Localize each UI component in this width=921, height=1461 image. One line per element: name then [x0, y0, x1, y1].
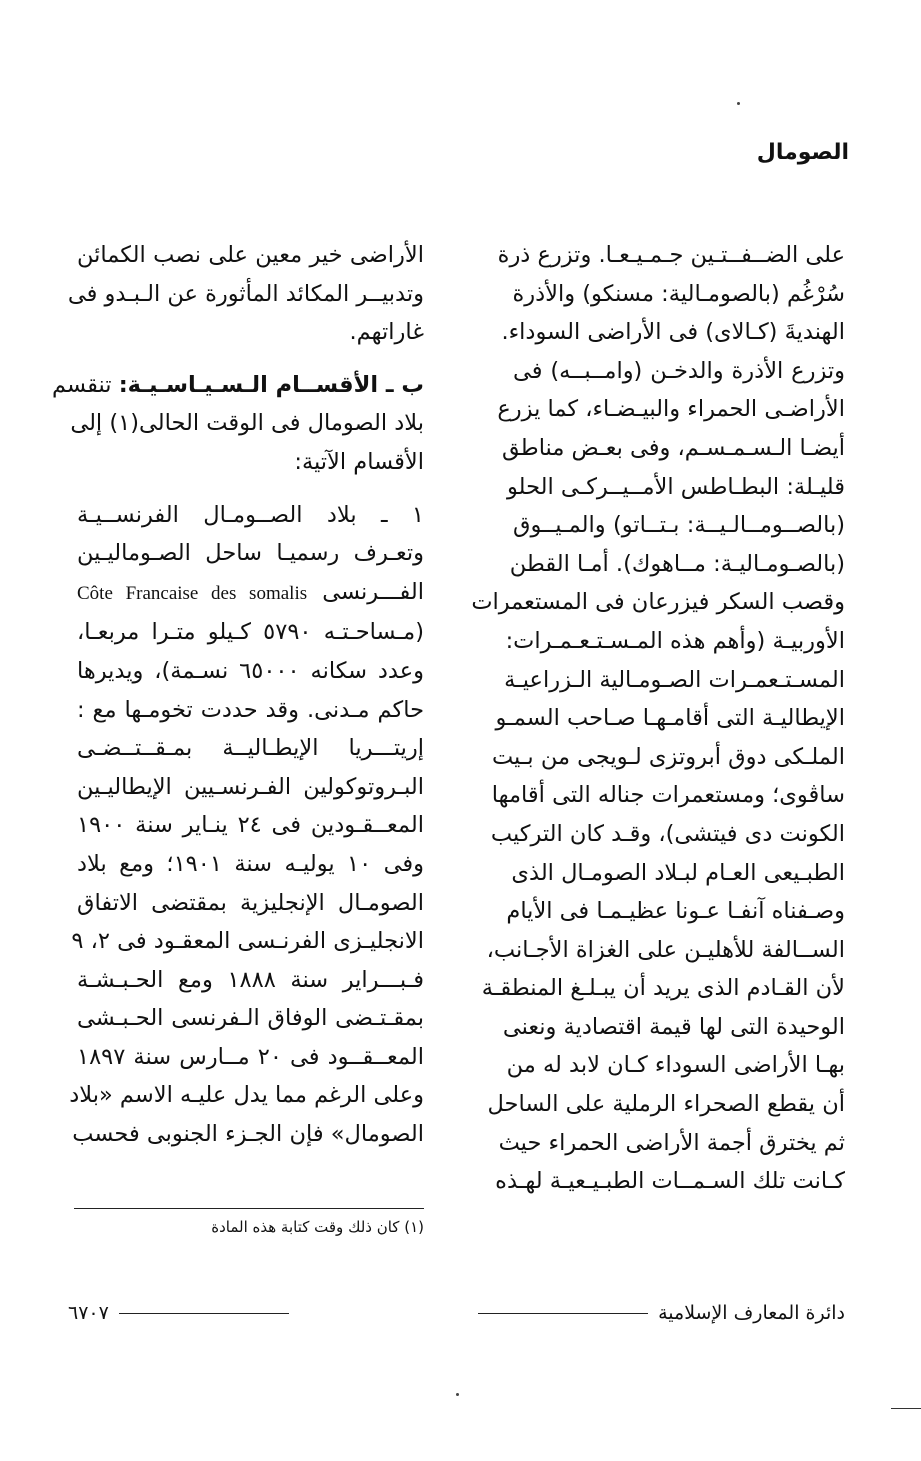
text-line: وعدد سكانه ٦٥٠٠٠ نسـمة)، ويديرها — [77, 657, 424, 684]
text-line: الأوربيـة (وأهم هذه المـسـتـعـمـرات: — [505, 627, 845, 654]
text-line: وتزرع الأذرة والدخـن (وامــبــه) فى — [513, 357, 845, 384]
page-number: ٦٧٠٧ — [68, 1302, 109, 1324]
text-line: الكونت دى فيتشى)، وقـد كان التركيب — [490, 820, 845, 847]
text-line: المعــقـودين فى ٢٤ ينـاير سنة ١٩٠٠ — [77, 812, 424, 839]
text-line: الأراضـى الحمراء والبيـضـاء، كما يزرع — [497, 396, 845, 423]
text-line: كـانت تلك السـمــات الطبـيـعيـة لهـذه — [495, 1168, 845, 1195]
text-line: بمقـتـضى الوفاق الـفرنسى الحـبـشى — [77, 1005, 424, 1032]
text-line: الأقسام الآتية: — [294, 448, 424, 475]
text-line: وقصب السكر فيزرعان فى المستعمرات — [471, 589, 845, 616]
page-footer — [68, 1298, 845, 1328]
text-line: الصومال» فإن الجـزء الجنوبى فحسب — [72, 1121, 424, 1148]
footnote: (١) كان ذلك وقت كتابة هذه المادة — [211, 1218, 424, 1236]
text-line: (بالصــومــالـيــة: بـتــاتو) والمـيــوق — [513, 512, 845, 539]
text-line: الوحيدة التى لها قيمة اقتصادية ونعنى — [502, 1013, 845, 1040]
publication-title: دائرة المعارف الإسلامية — [658, 1302, 845, 1324]
text-line: أيضـا الـسـمـسـم، وفى بعـض مناطق — [502, 434, 845, 461]
text-fragment: تنقسم — [52, 371, 112, 398]
paragraph-continuation — [67, 236, 424, 352]
text-line: فـبـــراير سنة ١٨٨٨ ومع الحـبـشـة — [77, 966, 425, 993]
text-line: الطبـيعى العـام لبـلاد الصومـال الذى — [511, 859, 845, 886]
left-column — [52, 236, 425, 1154]
footer-divider — [478, 1313, 648, 1314]
text-line: وعلى الرغم مما يدل عليـه الاسم «بلاد — [69, 1082, 424, 1109]
text-line: على الضــفــتـين جـمـيـعـا. وتزرع ذرة — [497, 242, 845, 268]
running-title: الصومال — [756, 140, 849, 165]
scan-speck — [737, 102, 740, 105]
text-line: (بالصـومـاليـة: مــاهوك). أمـا القطن — [509, 550, 845, 577]
text-line: سُرْغُم (بالصومـالية: مسنكو) والأذرة — [512, 280, 845, 307]
political-divisions-paragraph — [52, 366, 424, 482]
text-line: حاكم مـدنى. وقد حددت تخومـها مع : — [77, 696, 424, 723]
text-line: (مـساحـتـه ٥٧٩٠ كـيلو متـرا مربعـا، — [77, 619, 424, 646]
text-line: الأراضى خير معين على نصب الكمائن — [77, 242, 424, 268]
text-line: الســالفة للأهليـن على الغزاة الأجـانب، — [486, 936, 845, 963]
text-line: قليـلة: البطـاطس الأمــيــركـى الحلو — [507, 473, 845, 500]
text-line: إريتـــريا الإيطـاليــة بمـقــتــضـى — [77, 735, 424, 762]
section-heading: ب ـ الأقســام الـسـيـاسـيـة: — [118, 371, 424, 398]
text-line: الصومـال الإنجليزية بمقتضى الاتفاق — [77, 889, 424, 916]
heading-line — [52, 366, 424, 405]
text-line: المسـتـعمـرات الصـومـالية الـزراعيـة — [504, 666, 845, 693]
text-line: البـروتوكولين الفـرنسـيين الإيطاليـين — [77, 773, 424, 800]
paragraph-lines — [69, 613, 425, 1153]
text-line — [77, 573, 424, 614]
scan-speck — [456, 1393, 459, 1396]
right-column — [471, 236, 845, 1201]
text-line: وفى ١٠ يوليـه سنة ١٩٠١؛ ومع بلاد — [77, 850, 425, 877]
text-line: لأن القـادم الذى يريد أن يبـلـغ المنطقـة — [481, 975, 845, 1002]
paragraph-gap — [77, 352, 424, 366]
text-line: وتعـرف رسميـا ساحل الصـوماليـين — [77, 540, 424, 567]
text-line: الملـكى دوق أبروتزى لـويجى من بـيت — [491, 743, 845, 770]
text-line: بلاد الصومال فى الوقت الحالى(١) إلى — [70, 410, 424, 437]
latin-phrase: Côte Francaise des somalis — [77, 582, 308, 604]
text-line: غاراتهم. — [349, 319, 424, 346]
text-line: الهنديةَ (كـالاى) فى الأراضى السوداء. — [501, 319, 845, 346]
text-line: المعــقــود فى ٢٠ مــارس سنة ١٨٩٧ — [77, 1043, 424, 1070]
text-line: وتدبيــر المكائد المأثورة عن الـبـدو فى — [67, 280, 424, 307]
text-line: ثم يخترق أجمة الأراضى الحمراء حيث — [498, 1129, 845, 1156]
edge-mark — [891, 1408, 921, 1409]
text-line: الإيطاليـة التى أقامـهـا صـاحب السمـو — [495, 705, 845, 732]
text-line: الانجليـزى الفرنـسى المعقـود فى ٢، ٩ — [71, 928, 424, 955]
paragraph-gap — [77, 482, 424, 496]
french-somaliland-paragraph — [69, 496, 425, 1154]
text-line: بهـا الأراضى السوداء كـان لابد له من — [506, 1052, 845, 1079]
text-line: ساڤوى؛ ومستعمرات جناله التى أقامها — [491, 782, 845, 809]
text-line: ١ ـ بلاد الصــومـال الفرنســيـة — [77, 501, 424, 528]
text-line: أن يقطع الصحراء الرملية على الساحل — [487, 1091, 845, 1118]
footnote-divider — [74, 1208, 424, 1209]
text-fragment: الفـــرنسى — [322, 578, 424, 605]
text-line: وصـفناه آنفـا عـونا عظيـمـا فى الأيام — [506, 898, 845, 925]
footer-divider — [119, 1313, 289, 1314]
